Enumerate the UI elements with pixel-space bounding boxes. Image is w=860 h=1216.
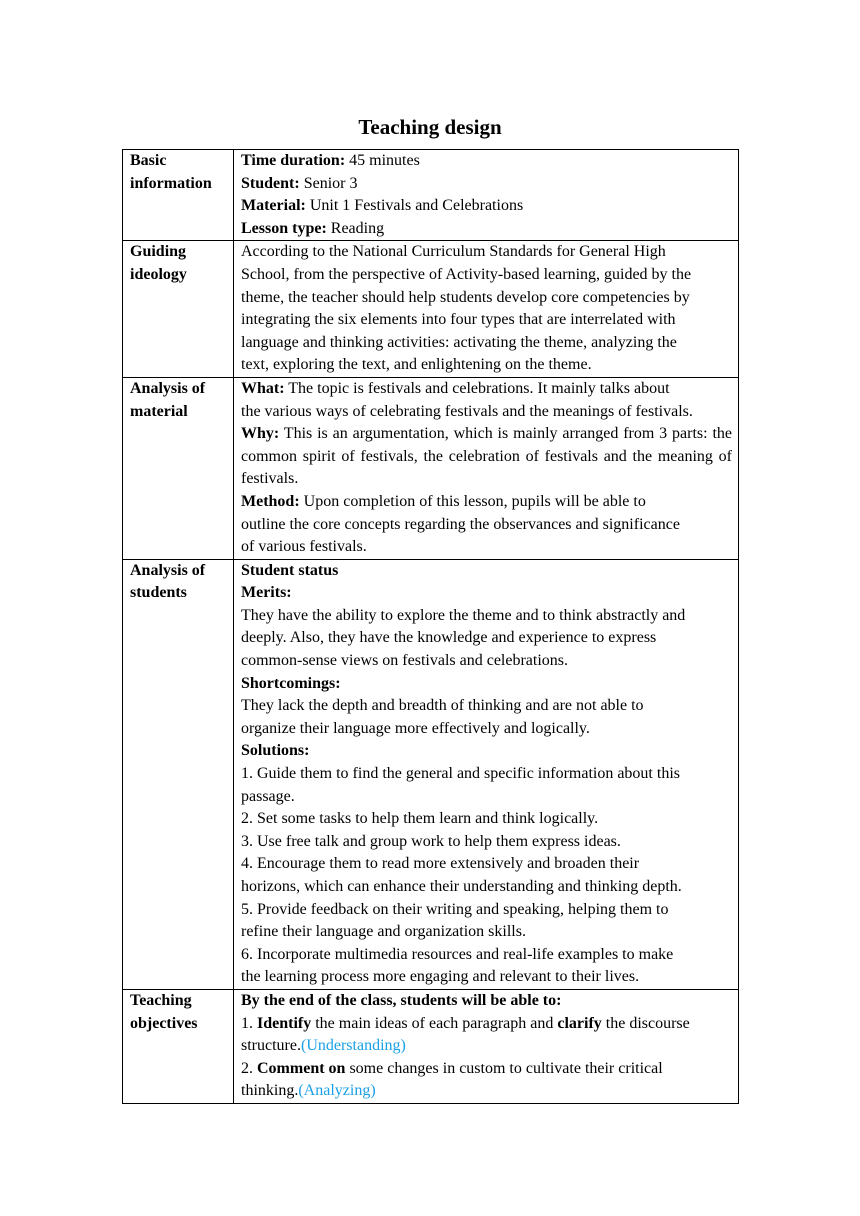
text-line: theme, the teacher should help students develop core competencies by — [241, 288, 690, 306]
material-unit: Material: Unit 1 Festivals and Celebrations — [241, 197, 524, 215]
text-line: deeply. Also, they have the knowledge and experience to express — [241, 629, 657, 647]
list-item: the learning process more engaging and relevant to their lives. — [241, 968, 640, 986]
table-row-teaching-objectives — [123, 989, 739, 1103]
row-label-analysis-of-material: Analysis of material — [123, 377, 234, 559]
text-line: outline the core concepts regarding the observances and significance — [241, 515, 680, 533]
analyzing-tag: (Analyzing) — [298, 1082, 376, 1100]
row-label-guiding-ideology: Guiding ideology — [123, 241, 234, 378]
objective-2: 2. Comment on some changes in custom to cultivate their critical — [241, 1059, 663, 1077]
text-line: According to the National Curriculum Standards for General High — [241, 243, 666, 261]
row-content-analysis-of-students — [234, 559, 739, 989]
text-line: the various ways of celebrating festivals and the meanings of festivals. — [241, 402, 693, 420]
text-line: common-sense views on festivals and celebrations. — [241, 652, 569, 670]
table-row-analysis-of-students — [123, 559, 739, 989]
row-content-teaching-objectives — [234, 989, 739, 1103]
student-level: Student: Senior 3 — [241, 174, 358, 192]
list-item: 4. Encourage them to read more extensively and broaden their — [241, 855, 640, 873]
table-row-guiding-ideology — [123, 241, 739, 378]
text-line: integrating the six elements into four types that are interrelated with — [241, 311, 676, 329]
text-line: organize their language more effectively and logically. — [241, 719, 590, 737]
list-item: 1. Guide them to find the general and specific information about this — [241, 765, 680, 783]
method-line: Method: Upon completion of this lesson, pupils will be able to — [241, 492, 646, 510]
list-item: refine their language and organization skills. — [241, 923, 526, 941]
time-duration: Time duration: 45 minutes — [241, 152, 420, 169]
row-content-analysis-of-material — [234, 377, 739, 559]
lesson-type: Lesson type: Reading — [241, 219, 385, 237]
objectives-heading: By the end of the class, students will be able to: — [241, 991, 562, 1009]
why-paragraph: Why: This is an argumentation, which is mainly arranged from 3 parts: the common spirit of festivals, the celebration of festivals and the meaning of festivals. — [241, 425, 732, 488]
list-item: 3. Use free talk and group work to help them express ideas. — [241, 832, 621, 850]
list-item: 2. Set some tasks to help them learn and think logically. — [241, 810, 599, 828]
row-content-guiding-ideology — [234, 241, 739, 378]
list-item: 5. Provide feedback on their writing and speaking, helping them to — [241, 900, 669, 918]
objective-1-continued: structure.(Understanding) — [241, 1037, 406, 1055]
text-line: text, exploring the text, and enlightening on the theme. — [241, 356, 592, 374]
objective-1: 1. Identify the main ideas of each paragraph and clarify the discourse — [241, 1014, 690, 1032]
row-label-teaching-objectives: Teaching objectives — [123, 989, 234, 1103]
row-label-analysis-of-students: Analysis of students — [123, 559, 234, 989]
row-label-basic-information: Basic information — [123, 150, 234, 241]
text-line: of various festivals. — [241, 538, 367, 556]
table-row-basic-information — [123, 150, 739, 241]
list-item: 6. Incorporate multimedia resources and real-life examples to make — [241, 945, 674, 963]
objective-2-continued: thinking.(Analyzing) — [241, 1082, 376, 1100]
text-line: language and thinking activities: activating the theme, analyzing the — [241, 333, 677, 351]
student-status-heading: Student status — [241, 561, 339, 579]
text-line: They lack the depth and breadth of thinking and are not able to — [241, 697, 644, 715]
solutions-heading: Solutions: — [241, 742, 310, 760]
teaching-design-table — [122, 149, 739, 1104]
row-content-basic-information — [234, 150, 739, 241]
text-line: School, from the perspective of Activity-based learning, guided by the — [241, 265, 692, 283]
text-line: They have the ability to explore the theme and to think abstractly and — [241, 606, 686, 624]
list-item: horizons, which can enhance their understanding and thinking depth. — [241, 878, 682, 895]
shortcomings-heading: Shortcomings: — [241, 674, 341, 692]
understanding-tag: (Understanding) — [300, 1037, 406, 1055]
table-row-analysis-of-material — [123, 377, 739, 559]
what-line: What: The topic is festivals and celebrations. It mainly talks about — [241, 379, 670, 397]
merits-heading: Merits: — [241, 584, 292, 602]
list-item: passage. — [241, 787, 295, 805]
page-title: Teaching design — [358, 115, 502, 139]
